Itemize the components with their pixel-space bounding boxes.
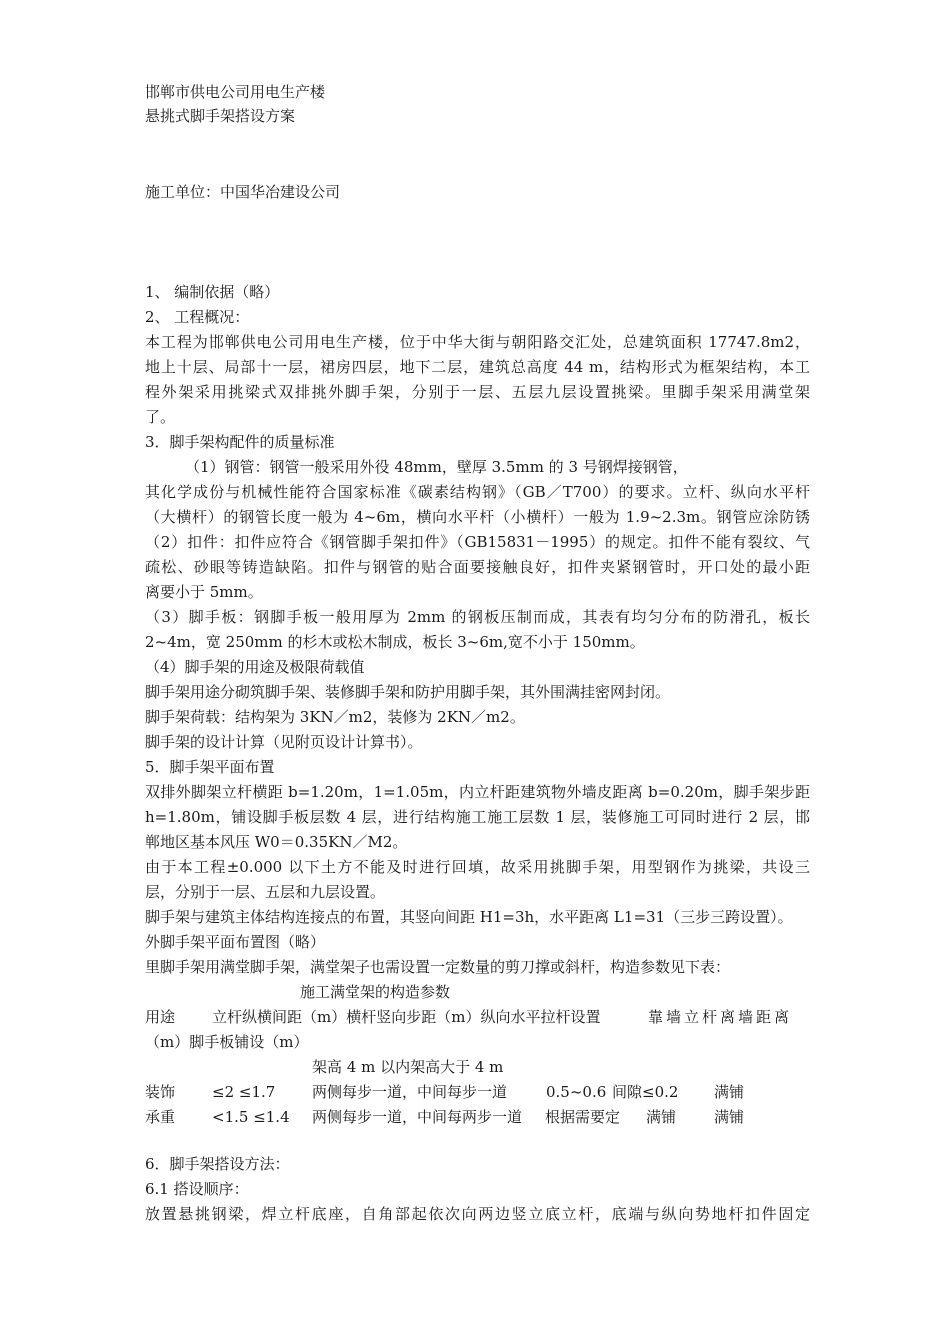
overview-line-2: 地上十层、局部十一层，裙房四层，地下二层，建筑总高度 44 m，结构形式为框架结构，本工 bbox=[145, 358, 810, 376]
section-6-1-heading: 6.1 搭设顺序： bbox=[145, 1180, 249, 1198]
section-3-heading: 3．脚手架构配件的质量标准 bbox=[145, 433, 335, 451]
section-1-heading: 1、 编制依据（略） bbox=[145, 283, 280, 301]
fastener-line-1: （2）扣件：扣件应符合《钢管脚手架扣件》（GB15831－1995）的规定。扣件不能有裂纹、气 bbox=[145, 533, 810, 551]
doc-title-line2: 悬挑式脚手架搭设方案 bbox=[145, 107, 296, 125]
layout-line-2: h=1.80m，铺设脚手板层数 4 层，进行结构施工施工层数 1 层，装修施工可同时进行 2 层，邯 bbox=[145, 808, 810, 826]
layout-line-6: 脚手架与建筑主体结构连接点的布置，其竖向间距 H1=3h，水平距离 L1=31（三步三跨设置）。 bbox=[145, 908, 793, 926]
steel-pipe-line-3: （大横杆）的钢管长度一般为 4~6m，横向水平杆（小横杆）一般为 1.9~2.3m。钢管应涂防锈 bbox=[145, 508, 810, 526]
scaffold-board-line-2: 2~4m，宽 250mm 的杉木或松木制成，板长 3~6m,宽不小于 150mm。 bbox=[145, 633, 645, 651]
table-cell: 满铺 bbox=[714, 1108, 745, 1126]
table-subheader: 架高 4 m 以内架高大于 4 m bbox=[312, 1058, 504, 1076]
overview-line-1: 本工程为邯郸供电公司用电生产楼，位于中华大街与朝阳路交汇处，总建筑面积 17747.8m2， bbox=[145, 333, 810, 351]
doc-title-line1: 邯郸市供电公司用电生产楼 bbox=[145, 83, 326, 101]
design-calc-line: 脚手架的设计计算（见附页设计计算书）。 bbox=[145, 733, 423, 751]
table-cell: 装饰 bbox=[145, 1083, 176, 1101]
contractor-line: 施工单位：中国华冶建设公司 bbox=[145, 183, 341, 201]
layout-line-5: 层，分别于一层、五层和九层设置。 bbox=[145, 883, 386, 901]
table-header-wall-distance: 靠墙立杆离墙距离 bbox=[648, 1008, 793, 1026]
layout-line-1: 双排外脚架立杆横距 b=1.20m，1=1.05m，内立杆距建筑物外墙皮距离 b=0.20m，脚手架步距 bbox=[145, 783, 810, 801]
usage-heading: （4）脚手架的用途及极限荷载值 bbox=[145, 658, 365, 676]
table-header-spacing: 立杆纵横间距（m）横杆竖向步距（m）纵向水平拉杆设置 bbox=[212, 1008, 601, 1026]
section-2-heading: 2、 工程概况： bbox=[145, 308, 250, 326]
fastener-line-2: 疏松、砂眼等铸造缺陷。扣件与钢管的贴合面要接触良好，扣件夹紧钢管时，开口处的最小距 bbox=[145, 558, 810, 576]
table-cell: 0.5~0.6 bbox=[546, 1083, 607, 1101]
layout-line-4: 由于本工程±0.000 以下土方不能及时进行回填，故采用挑脚手架，用型钢作为挑梁，共设三 bbox=[145, 858, 810, 876]
table-header-usage: 用途 bbox=[145, 1008, 176, 1026]
table-cell: 满铺 bbox=[646, 1108, 677, 1126]
table-cell: 满铺 bbox=[714, 1083, 745, 1101]
table-cell: 两侧每步一道，中间每步一道 bbox=[312, 1083, 508, 1101]
table-cell: 间隙≤0.2 bbox=[612, 1083, 679, 1101]
layout-line-3: 郸地区基本风压 W0＝0.35KN／M2。 bbox=[145, 833, 408, 851]
table-header-board: （m）脚手板铺设（m） bbox=[145, 1033, 309, 1051]
scaffold-board-line-1: （3）脚手板：钢脚手板一般用厚为 2mm 的钢板压制而成，其表有均匀分布的防滑孔，板长 bbox=[145, 608, 810, 626]
table-cell: 承重 bbox=[145, 1108, 176, 1126]
layout-line-8: 里脚手架用满堂脚手架，满堂架子也需设置一定数量的剪刀撑或斜杆，构造参数见下表： bbox=[145, 958, 731, 976]
table-cell: ≤2 ≤1.7 bbox=[212, 1083, 276, 1101]
section-5-heading: 5．脚手架平面布置 bbox=[145, 758, 275, 776]
table-cell: <1.5 ≤1.4 bbox=[212, 1108, 290, 1126]
overview-line-4: 了。 bbox=[145, 408, 176, 426]
section-6-heading: 6．脚手架搭设方法： bbox=[145, 1155, 290, 1173]
table-title: 施工满堂架的构造参数 bbox=[300, 983, 451, 1001]
steel-pipe-line-1: （1）钢管：钢管一般采用外役 48mm，壁厚 3.5mm 的 3 号钢焊接钢管， bbox=[185, 458, 688, 476]
overview-line-3: 程外架采用挑梁式双排挑外脚手架，分别于一层、五层九层设置挑梁。里脚手架采用满堂架 bbox=[145, 383, 810, 401]
steel-pipe-line-2: 其化学成份与机械性能符合国家标准《碳素结构钢》（GB／T700）的要求。立杆、纵向水平杆 bbox=[145, 483, 810, 501]
erection-line-1: 放置悬挑钢梁，焊立杆底座，自角部起依次向两边竖立底立杆，底端与纵向势地杆扣件固定 bbox=[145, 1205, 810, 1223]
table-cell: 两侧每步一道，中间每两步一道 bbox=[312, 1108, 523, 1126]
usage-line: 脚手架用途分砌筑脚手架、装修脚手架和防护用脚手架，其外围满挂密网封闭。 bbox=[145, 683, 671, 701]
fastener-line-3: 离要小于 5mm。 bbox=[145, 583, 263, 601]
load-line: 脚手架荷载：结构架为 3KN／m2，装修为 2KN／m2。 bbox=[145, 708, 525, 726]
table-cell: 根据需要定 bbox=[545, 1108, 621, 1126]
layout-line-7: 外脚手架平面布置图（略） bbox=[145, 933, 326, 951]
